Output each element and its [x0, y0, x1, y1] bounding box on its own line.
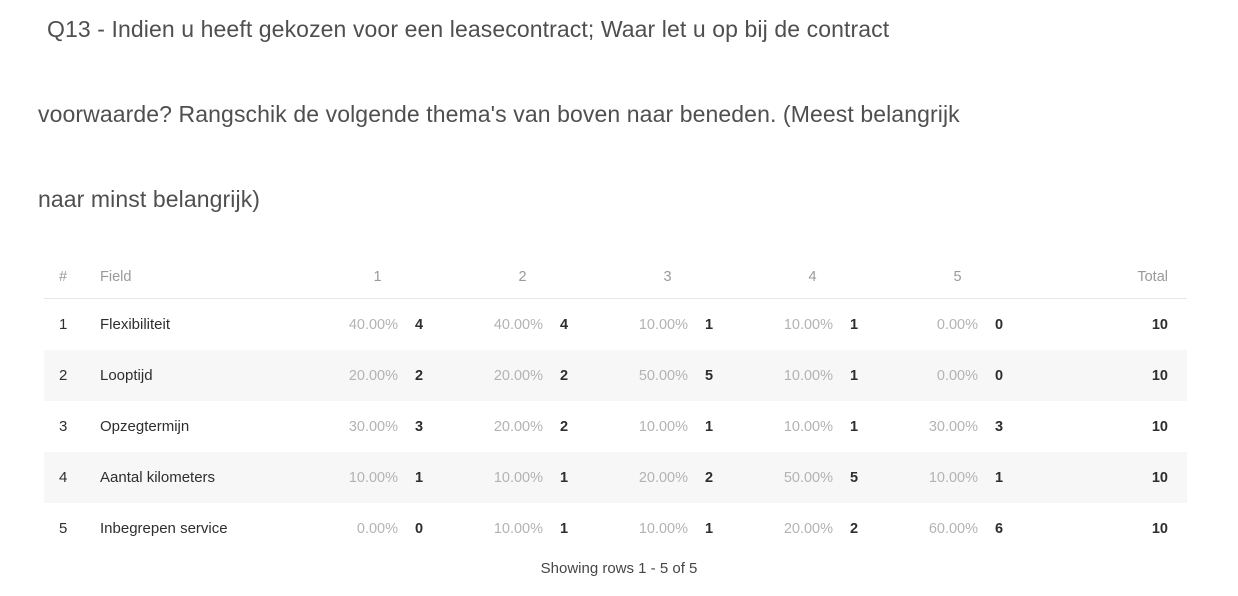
- count-value: 1: [850, 316, 859, 333]
- pct-value: 20.00%: [638, 469, 688, 486]
- rank-cell: [450, 470, 595, 486]
- table-row: [44, 401, 1187, 452]
- field-name: Flexibiliteit: [100, 316, 171, 333]
- rank-cell: [305, 419, 450, 435]
- column-header-index: #: [59, 268, 68, 285]
- count-value: 5: [705, 367, 714, 384]
- pct-value: 20.00%: [783, 520, 833, 537]
- count-value: 4: [415, 316, 424, 333]
- count-value: 1: [705, 316, 714, 333]
- rank-cell: [740, 521, 885, 537]
- count-value: 0: [995, 316, 1004, 333]
- count-value: 0: [995, 367, 1004, 384]
- count-value: 3: [415, 418, 424, 435]
- table-row: [44, 299, 1187, 350]
- rank-cell: [305, 317, 450, 333]
- ranking-results-table: [44, 255, 1187, 554]
- row-index: 2: [59, 367, 68, 384]
- rank-cell: [595, 521, 740, 537]
- rank-cell: [450, 419, 595, 435]
- rank-cell: [305, 368, 450, 384]
- pct-value: 10.00%: [928, 469, 978, 486]
- pct-value: 10.00%: [493, 469, 543, 486]
- count-value: 2: [560, 367, 569, 384]
- column-header-rank-5: 5: [953, 268, 962, 285]
- rank-cell: [740, 368, 885, 384]
- rank-cell: [885, 368, 1030, 384]
- rank-cell: [450, 368, 595, 384]
- pct-value: 50.00%: [638, 367, 688, 384]
- pct-value: 10.00%: [638, 316, 688, 333]
- row-index: 5: [59, 520, 68, 537]
- field-name: Aantal kilometers: [100, 469, 216, 486]
- field-name: Opzegtermijn: [100, 418, 190, 435]
- total-value: 10: [1151, 367, 1168, 384]
- rank-cell: [450, 521, 595, 537]
- rank-cell: [885, 470, 1030, 486]
- pct-value: 10.00%: [638, 418, 688, 435]
- table-header-row: [44, 255, 1187, 299]
- column-header-field: Field: [100, 268, 132, 285]
- pct-value: 20.00%: [348, 367, 398, 384]
- column-header-total: Total: [1137, 268, 1168, 285]
- rank-cell: [305, 470, 450, 486]
- rank-cell: [885, 521, 1030, 537]
- question-title-line: voorwaarde? Rangschik de volgende thema's van boven naar beneden. (Meest belangrijk: [38, 101, 960, 127]
- count-value: 2: [415, 367, 424, 384]
- pct-value: 10.00%: [638, 520, 688, 537]
- rank-cell: [595, 368, 740, 384]
- question-title-line: Q13 - Indien u heeft gekozen voor een leasecontract; Waar let u op bij de contract: [47, 16, 890, 42]
- pct-value: 30.00%: [928, 418, 978, 435]
- pct-value: 20.00%: [493, 418, 543, 435]
- rank-cell: [885, 419, 1030, 435]
- pct-value: 0.00%: [936, 367, 978, 384]
- table-row: [44, 503, 1187, 554]
- row-index: 4: [59, 469, 68, 486]
- pct-value: 50.00%: [783, 469, 833, 486]
- count-value: 1: [850, 418, 859, 435]
- total-value: 10: [1151, 418, 1168, 435]
- count-value: 1: [560, 520, 569, 537]
- total-value: 10: [1151, 316, 1168, 333]
- rank-cell: [740, 470, 885, 486]
- column-header-rank-3: 3: [663, 268, 672, 285]
- total-value: 10: [1151, 520, 1168, 537]
- count-value: 4: [560, 316, 569, 333]
- total-value: 10: [1151, 469, 1168, 486]
- count-value: 6: [995, 520, 1004, 537]
- rows-status: Showing rows 1 - 5 of 5: [540, 560, 698, 577]
- pct-value: 10.00%: [783, 418, 833, 435]
- row-index: 3: [59, 418, 68, 435]
- count-value: 1: [995, 469, 1004, 486]
- question-title: [38, 0, 1218, 242]
- count-value: 2: [850, 520, 859, 537]
- pct-value: 20.00%: [493, 367, 543, 384]
- count-value: 1: [560, 469, 569, 486]
- count-value: 3: [995, 418, 1004, 435]
- rank-cell: [740, 419, 885, 435]
- count-value: 5: [850, 469, 859, 486]
- rank-cell: [595, 317, 740, 333]
- rank-cell: [305, 521, 450, 537]
- count-value: 2: [560, 418, 569, 435]
- rank-cell: [450, 317, 595, 333]
- pct-value: 30.00%: [348, 418, 398, 435]
- count-value: 2: [705, 469, 714, 486]
- count-value: 1: [705, 418, 714, 435]
- pct-value: 10.00%: [783, 367, 833, 384]
- field-name: Inbegrepen service: [100, 520, 228, 537]
- pct-value: 0.00%: [936, 316, 978, 333]
- rank-cell: [595, 419, 740, 435]
- rank-cell: [595, 470, 740, 486]
- pct-value: 60.00%: [928, 520, 978, 537]
- table-row: [44, 350, 1187, 401]
- column-header-rank-1: 1: [373, 268, 382, 285]
- row-index: 1: [59, 316, 68, 333]
- rank-cell: [740, 317, 885, 333]
- count-value: 0: [415, 520, 424, 537]
- pct-value: 10.00%: [348, 469, 398, 486]
- pct-value: 40.00%: [493, 316, 543, 333]
- table-row: [44, 452, 1187, 503]
- count-value: 1: [415, 469, 424, 486]
- pct-value: 10.00%: [493, 520, 543, 537]
- count-value: 1: [705, 520, 714, 537]
- pct-value: 10.00%: [783, 316, 833, 333]
- column-header-rank-2: 2: [518, 268, 527, 285]
- rank-cell: [885, 317, 1030, 333]
- question-title-line: naar minst belangrijk): [38, 186, 261, 212]
- count-value: 1: [850, 367, 859, 384]
- pct-value: 0.00%: [356, 520, 398, 537]
- pct-value: 40.00%: [348, 316, 398, 333]
- column-header-rank-4: 4: [808, 268, 817, 285]
- field-name: Looptijd: [100, 367, 153, 384]
